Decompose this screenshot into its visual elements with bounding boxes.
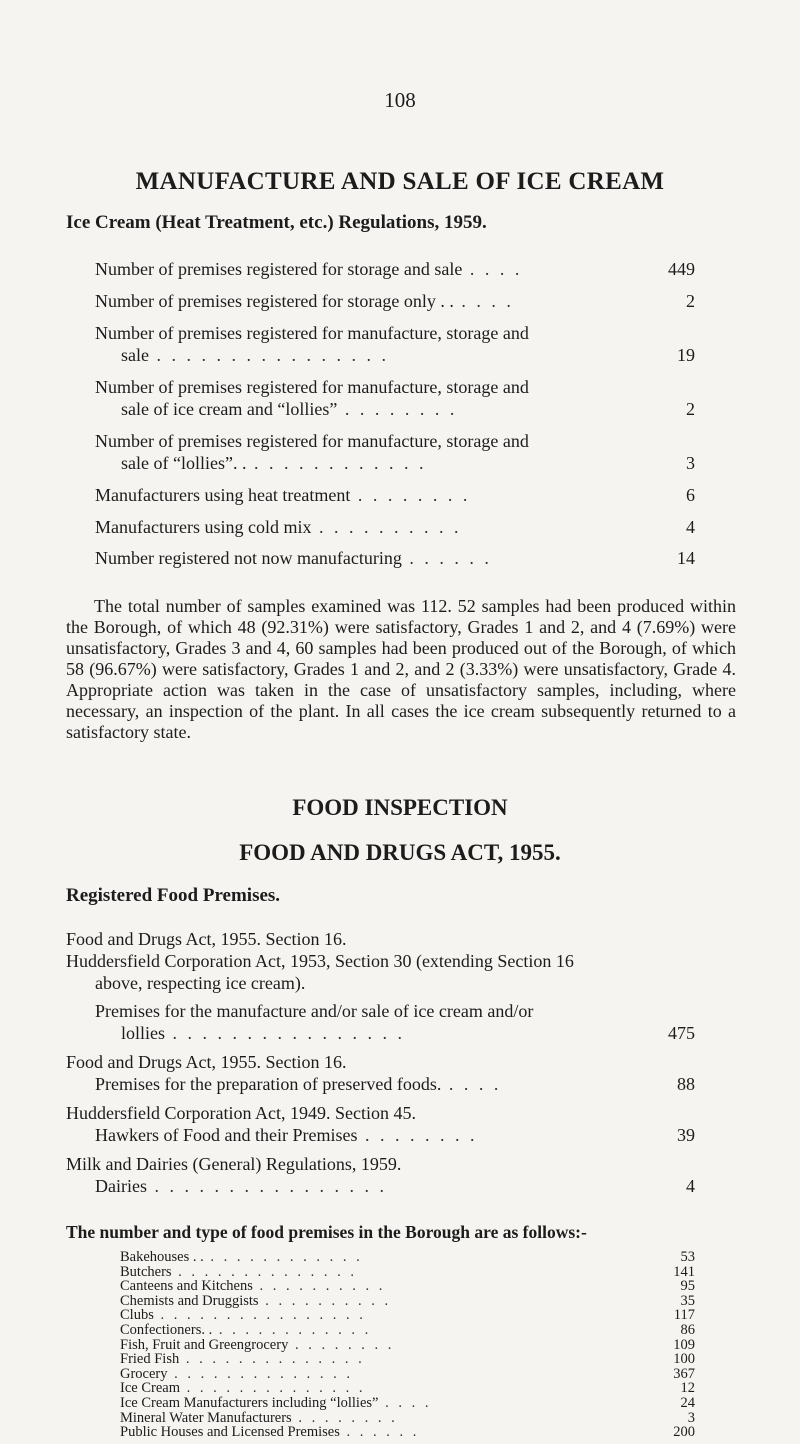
row-value: 4 (686, 517, 695, 537)
premises-type-label: Mineral Water Manufacturers . . . . . . . . (120, 1409, 398, 1426)
act-line: above, respecting ice cream). (95, 973, 306, 993)
row-value: 117 (673, 1307, 695, 1324)
section-title-food-drugs-act: FOOD AND DRUGS ACT, 1955. (239, 840, 561, 865)
list-item: Number of premises registered for storage only . . . . . . 2 (95, 291, 695, 311)
act-line: Milk and Dairies (General) Regulations, 1959. (66, 1154, 402, 1174)
row-value: 86 (680, 1322, 695, 1338)
list-item: Premises for the preparation of preserved foods. . . . . 88 (95, 1074, 695, 1094)
section-title-food-inspection: FOOD INSPECTION (292, 795, 508, 820)
table-row (120, 1323, 695, 1337)
premises-type-label: Clubs . . . . . . . . . . . . . . . . (120, 1307, 366, 1324)
list-item: Hawkers of Food and their Premises . . . . . . . . 39 (95, 1125, 695, 1145)
section-title-ice-cream: MANUFACTURE AND SALE OF ICE CREAM (135, 168, 665, 195)
premises-type-label: Public Houses and Licensed Premises . . . . . . (120, 1424, 420, 1441)
row-value: 367 (673, 1365, 695, 1382)
list-item: Number of premises registered for storage and sale . . . . 449 (95, 259, 695, 279)
table-row (120, 1352, 695, 1366)
list-item: Number of premises registered for manufacture, storage and sale . . . . . . . . . . . . . . . . 19 (95, 323, 695, 365)
row-value: 4 (686, 1176, 695, 1196)
table-row (120, 1411, 695, 1425)
list-item: Dairies . . . . . . . . . . . . . . . . 4 (95, 1176, 695, 1196)
premises-type-label: Chemists and Druggists . . . . . . . . . . (120, 1292, 392, 1309)
list-item: lollies . . . . . . . . . . . . . . . . 475 (121, 1023, 695, 1043)
row-value: 2 (686, 291, 695, 311)
row-value: 100 (673, 1351, 695, 1368)
page-number: 108 (384, 88, 416, 112)
row-value: 2 (686, 399, 695, 419)
list-item: Number registered not now manufacturing . . . . . . 14 (95, 548, 695, 568)
table-row (120, 1396, 695, 1410)
row-value: 449 (668, 259, 695, 279)
premises-types-heading: The number and type of food premises in the Borough are as follows:- (66, 1222, 587, 1242)
act-line: Huddersfield Corporation Act, 1953, Section 30 (extending Section 16 (66, 951, 574, 971)
row-value: 475 (668, 1023, 695, 1043)
premises-type-label: Bakehouses . . . . . . . . . . . . . . (120, 1249, 363, 1265)
act-line: Food and Drugs Act, 1955. Section 16. (66, 1052, 347, 1072)
row-value: 12 (680, 1380, 695, 1397)
row-value: 200 (673, 1424, 695, 1441)
registered-premises-subtitle: Registered Food Premises. (66, 885, 281, 906)
premises-type-label: Fried Fish . . . . . . . . . . . . . . (120, 1351, 365, 1368)
row-value: 35 (680, 1292, 695, 1309)
row-value: 88 (677, 1074, 695, 1094)
premises-type-label: Ice Cream Manufacturers including “lollies” . . . . (120, 1395, 432, 1411)
table-row (120, 1250, 695, 1264)
premises-type-label: Fish, Fruit and Greengrocery . . . . . . . . (120, 1336, 395, 1353)
premises-type-label: Confectioners. . . . . . . . . . . . . . (120, 1322, 372, 1338)
list-item: Manufacturers using cold mix . . . . . . . . . . 4 (95, 517, 695, 537)
act-line: Food and Drugs Act, 1955. Section 16. (66, 929, 347, 949)
premises-type-label: Ice Cream . . . . . . . . . . . . . . (120, 1380, 366, 1397)
row-value: 3 (686, 453, 695, 473)
row-value: 19 (677, 345, 695, 365)
samples-paragraph: The total number of samples examined was 112. 52 samples had been produced within the Borough, of which 48 (92.31%) were satisfactory, Grades 1 and 2, and 4 (7.69%) were unsatisfactory, Grades 3 and 4, 60 samples had been produced out of the Borough, of which 58 (96.67%) were satisfactory, Grades 1 and 2, and 2 (3.33%) were unsatisfactory, Grade 4. Appropriate action was taken in the case of unsatisfactory samples, including, where necessary, an inspection of the plant. In all cases the ice cream subsequently returned to a satisfactory state. (66, 596, 736, 742)
table-row (120, 1338, 695, 1352)
row-value: 6 (686, 485, 695, 505)
table-row (120, 1367, 695, 1381)
regulations-subtitle: Ice Cream (Heat Treatment, etc.) Regulations, 1959. (66, 212, 487, 233)
table-row (120, 1265, 695, 1279)
table-row (120, 1294, 695, 1308)
row-value: 14 (677, 548, 695, 568)
row-value: 3 (687, 1409, 695, 1426)
row-value: 141 (673, 1263, 695, 1280)
premises-type-label: Butchers . . . . . . . . . . . . . . (120, 1263, 358, 1280)
list-item: Number of premises registered for manufacture, storage and sale of ice cream and “lollies” . . . . . . . . 2 (95, 377, 695, 419)
list-item: Manufacturers using heat treatment . . . . . . . . 6 (95, 485, 695, 505)
row-value: 109 (673, 1336, 695, 1353)
table-row (120, 1279, 695, 1293)
row-value: 39 (677, 1125, 695, 1145)
table-row (120, 1308, 695, 1322)
act-line: Premises for the manufacture and/or sale of ice cream and/or (95, 1001, 534, 1021)
table-row (120, 1381, 695, 1395)
premises-type-label: Canteens and Kitchens . . . . . . . . . . (120, 1278, 386, 1295)
act-line: Huddersfield Corporation Act, 1949. Section 45. (66, 1103, 416, 1123)
table-row (120, 1425, 695, 1439)
row-value: 95 (680, 1278, 695, 1295)
row-value: 24 (680, 1395, 695, 1411)
row-value: 53 (680, 1249, 695, 1265)
list-item: Number of premises registered for manufacture, storage and sale of “lollies”. . . . . . . . . . . . . . 3 (95, 431, 695, 473)
premises-type-label: Grocery . . . . . . . . . . . . . . (120, 1365, 354, 1382)
